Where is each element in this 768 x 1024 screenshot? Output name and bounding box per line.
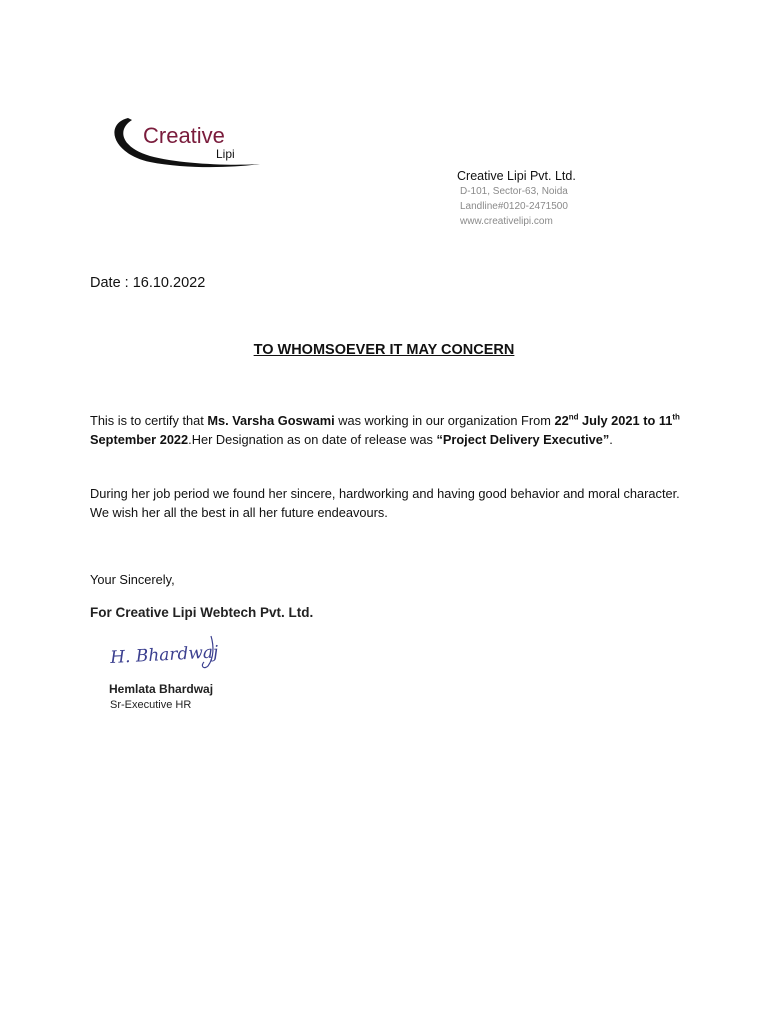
p1-intro: This is to certify that <box>90 413 208 428</box>
signer-name: Hemlata Bhardwaj <box>109 682 214 696</box>
p1-mid: was working in our organization From <box>334 413 555 428</box>
handwritten-signature <box>108 630 228 674</box>
closing-line: Your Sincerely, <box>90 572 175 587</box>
p1-end: . <box>609 432 613 447</box>
for-company-line: For Creative Lipi Webtech Pvt. Ltd. <box>90 605 314 620</box>
logo-wordmark: Creative <box>143 123 225 148</box>
company-address-block <box>457 168 757 229</box>
company-landline: Landline#0120-2471500 <box>460 201 568 212</box>
signer-designation: Sr-Executive HR <box>110 699 192 711</box>
conduct-paragraph: During her job period we found her sincere, hardworking and having good behavior and moral character. We wish her all the best in all her future endeavours. <box>90 486 680 520</box>
letter-subject: TO WHOMSOEVER IT MAY CONCERN <box>253 342 515 358</box>
employee-designation: “Project Delivery Executive” <box>436 432 610 447</box>
logo-subwordmark: Lipi <box>216 147 235 161</box>
employee-name: Ms. Varsha Goswami <box>207 413 335 428</box>
company-website: www.creativelipi.com <box>460 216 553 227</box>
company-name: Creative Lipi Pvt. Ltd. <box>457 169 576 183</box>
letter-date: Date : 16.10.2022 <box>90 275 206 291</box>
company-logo <box>110 110 270 172</box>
company-address: D-101, Sector-63, Noida <box>460 186 568 197</box>
certification-paragraph <box>90 411 690 449</box>
to-date: to 11th September 2022 <box>90 412 680 447</box>
from-date: 22nd July 2021 <box>554 412 640 428</box>
svg-text:H. Bhardwaj: H. Bhardwaj <box>109 642 219 669</box>
p1-after: .Her Designation as on date of release was <box>188 432 437 447</box>
